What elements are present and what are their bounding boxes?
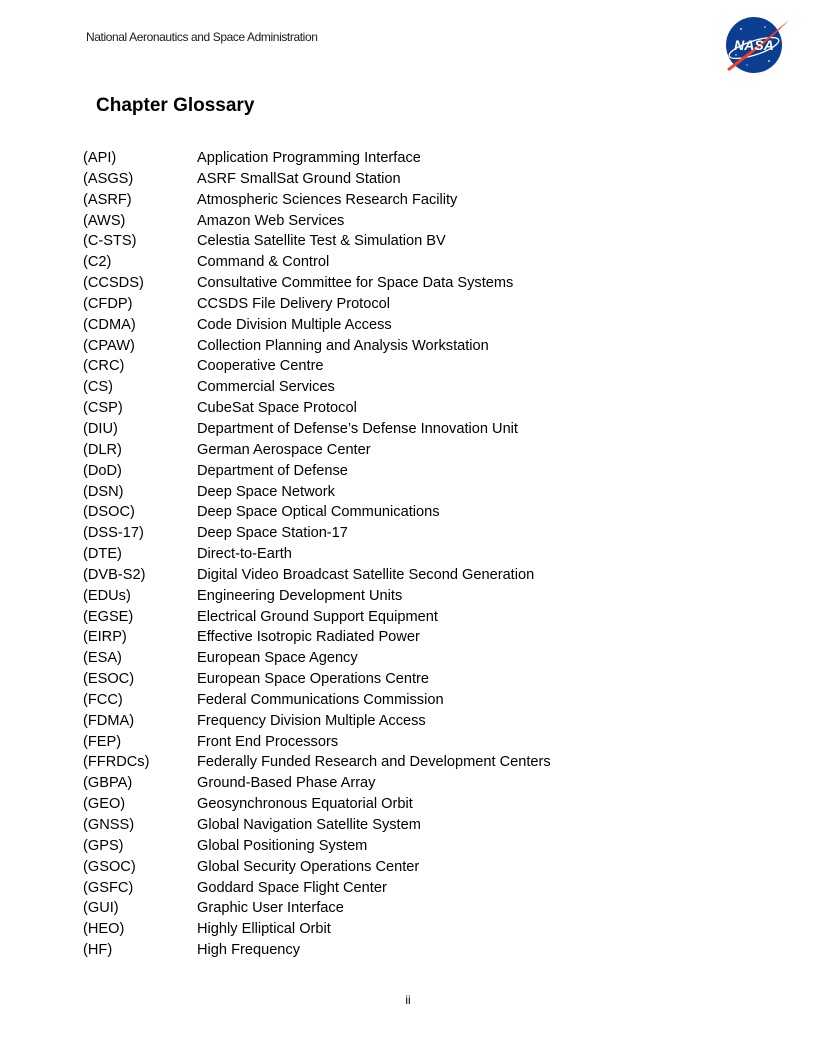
glossary-entry	[83, 857, 723, 878]
glossary-entry	[83, 148, 723, 169]
glossary-abbreviation: (GUI)	[83, 900, 119, 917]
glossary-definition: Deep Space Optical Communications	[197, 504, 440, 521]
glossary-definition: Ground-Based Phase Array	[197, 775, 376, 792]
glossary-entry	[83, 565, 723, 586]
glossary-entry	[83, 211, 723, 232]
glossary-abbreviation: (HEO)	[83, 921, 125, 938]
glossary-abbreviation: (CFDP)	[83, 295, 133, 312]
glossary-entry	[83, 752, 723, 773]
glossary-definition: Federally Funded Research and Development Centers	[197, 754, 551, 771]
glossary-definition: Highly Elliptical Orbit	[197, 921, 331, 938]
glossary-definition: Collection Planning and Analysis Workstation	[197, 337, 489, 354]
glossary-abbreviation: (C-STS)	[83, 233, 137, 250]
page-number: ii	[405, 993, 411, 1007]
glossary-definition: Commercial Services	[197, 379, 335, 396]
glossary-entry	[83, 356, 723, 377]
glossary-definition: Geosynchronous Equatorial Orbit	[197, 796, 413, 813]
glossary-definition: European Space Agency	[197, 650, 358, 667]
glossary-abbreviation: (API)	[83, 150, 117, 166]
glossary-entry	[83, 169, 723, 190]
glossary-entry	[83, 190, 723, 211]
glossary-entry	[83, 773, 723, 794]
glossary-definition: Federal Communications Commission	[197, 691, 444, 708]
glossary-entry	[83, 794, 723, 815]
glossary-entry	[83, 461, 723, 482]
glossary-abbreviation: (HF)	[83, 942, 113, 959]
glossary-abbreviation: (GNSS)	[83, 817, 135, 833]
glossary-entry	[83, 440, 723, 461]
glossary-definition: Deep Space Network	[197, 483, 335, 500]
glossary-abbreviation: (AWS)	[83, 212, 126, 229]
glossary-abbreviation: (ASGS)	[83, 170, 134, 187]
glossary-definition: Direct-to-Earth	[197, 546, 292, 563]
glossary-entry	[83, 419, 723, 440]
glossary-entry	[83, 544, 723, 565]
glossary-definition: High Frequency	[197, 942, 301, 959]
glossary-entry	[83, 669, 723, 690]
glossary-abbreviation: (ESA)	[83, 650, 122, 667]
glossary-entry	[83, 711, 723, 732]
glossary-abbreviation: (DTE)	[83, 546, 122, 563]
glossary-entry	[83, 586, 723, 607]
glossary-entry	[83, 898, 723, 919]
glossary-entry	[83, 482, 723, 503]
glossary-definition: Engineering Development Units	[197, 587, 403, 604]
glossary-entry	[83, 836, 723, 857]
page-title: Chapter Glossary	[96, 95, 255, 116]
glossary-definition: Command & Control	[197, 254, 330, 271]
glossary-abbreviation: (CS)	[83, 379, 113, 396]
glossary-abbreviation: (CRC)	[83, 358, 125, 375]
glossary-entry	[83, 648, 723, 669]
glossary-entry	[83, 627, 723, 648]
glossary-list	[83, 148, 723, 961]
glossary-definition: Global Positioning System	[197, 837, 368, 854]
glossary-abbreviation: (CCSDS)	[83, 275, 144, 292]
glossary-abbreviation: (GBPA)	[83, 775, 133, 792]
glossary-definition: Goddard Space Flight Center	[197, 879, 387, 896]
glossary-definition: Global Navigation Satellite System	[197, 817, 421, 833]
logo-text: NASA	[734, 37, 774, 53]
glossary-definition: CubeSat Space Protocol	[197, 400, 357, 417]
glossary-definition: Graphic User Interface	[197, 900, 344, 917]
agency-header: National Aeronautics and Space Administration	[86, 30, 318, 44]
glossary-abbreviation: (DSN)	[83, 483, 124, 500]
glossary-definition: Department of Defense	[197, 462, 348, 479]
glossary-abbreviation: (ASRF)	[83, 191, 132, 208]
glossary-definition: Code Division Multiple Access	[197, 316, 392, 333]
glossary-abbreviation: (FDMA)	[83, 712, 135, 729]
glossary-definition: Cooperative Centre	[197, 358, 324, 375]
glossary-abbreviation: (DIU)	[83, 420, 118, 437]
glossary-definition: Effective Isotropic Radiated Power	[197, 629, 420, 646]
glossary-definition: Digital Video Broadcast Satellite Second Generation	[197, 566, 535, 583]
glossary-definition: Amazon Web Services	[197, 212, 345, 229]
glossary-entry	[83, 252, 723, 273]
glossary-entry	[83, 398, 723, 419]
glossary-definition: European Space Operations Centre	[197, 671, 430, 688]
glossary-definition: Application Programming Interface	[197, 150, 421, 166]
glossary-abbreviation: (CSP)	[83, 400, 123, 417]
glossary-definition: CCSDS File Delivery Protocol	[197, 295, 391, 312]
glossary-abbreviation: (DSOC)	[83, 504, 135, 521]
glossary-definition: German Aerospace Center	[197, 441, 371, 458]
glossary-definition: Frequency Division Multiple Access	[197, 712, 426, 729]
glossary-abbreviation: (GSOC)	[83, 858, 136, 875]
glossary-abbreviation: (DLR)	[83, 441, 122, 458]
glossary-entry	[83, 315, 723, 336]
glossary-abbreviation: (FFRDCs)	[83, 754, 150, 771]
glossary-entry	[83, 815, 723, 836]
glossary-definition: Celestia Satellite Test & Simulation BV	[197, 233, 446, 250]
glossary-abbreviation: (GPS)	[83, 837, 124, 854]
glossary-entry	[83, 690, 723, 711]
glossary-abbreviation: (CDMA)	[83, 316, 136, 333]
glossary-abbreviation: (DVB-S2)	[83, 566, 146, 583]
glossary-abbreviation: (FCC)	[83, 691, 123, 708]
glossary-definition: ASRF SmallSat Ground Station	[197, 170, 401, 187]
glossary-abbreviation: (EIRP)	[83, 629, 127, 646]
glossary-definition: Atmospheric Sciences Research Facility	[197, 191, 458, 208]
glossary-abbreviation: (C2)	[83, 254, 112, 271]
glossary-definition: Global Security Operations Center	[197, 858, 420, 875]
glossary-definition: Department of Defense’s Defense Innovation Unit	[197, 420, 518, 437]
glossary-entry	[83, 377, 723, 398]
glossary-entry	[83, 294, 723, 315]
glossary-entry	[83, 502, 723, 523]
glossary-entry	[83, 732, 723, 753]
glossary-entry	[83, 607, 723, 628]
glossary-definition: Front End Processors	[197, 733, 339, 750]
glossary-abbreviation: (DSS-17)	[83, 525, 144, 542]
glossary-entry	[83, 273, 723, 294]
glossary-entry	[83, 919, 723, 940]
glossary-abbreviation: (DoD)	[83, 462, 122, 479]
glossary-definition: Consultative Committee for Space Data Systems	[197, 275, 514, 292]
glossary-abbreviation: (EGSE)	[83, 608, 134, 625]
glossary-entry	[83, 523, 723, 544]
glossary-abbreviation: (GSFC)	[83, 879, 134, 896]
glossary-abbreviation: (GEO)	[83, 796, 126, 813]
glossary-abbreviation: (ESOC)	[83, 671, 135, 688]
glossary-entry	[83, 940, 723, 961]
nasa-logo-icon	[721, 15, 791, 75]
glossary-abbreviation: (EDUs)	[83, 587, 131, 604]
glossary-entry	[83, 878, 723, 899]
glossary-abbreviation: (CPAW)	[83, 337, 135, 354]
glossary-definition: Electrical Ground Support Equipment	[197, 608, 438, 625]
glossary-definition: Deep Space Station-17	[197, 525, 348, 542]
glossary-entry	[83, 231, 723, 252]
glossary-entry	[83, 336, 723, 357]
glossary-abbreviation: (FEP)	[83, 733, 122, 750]
